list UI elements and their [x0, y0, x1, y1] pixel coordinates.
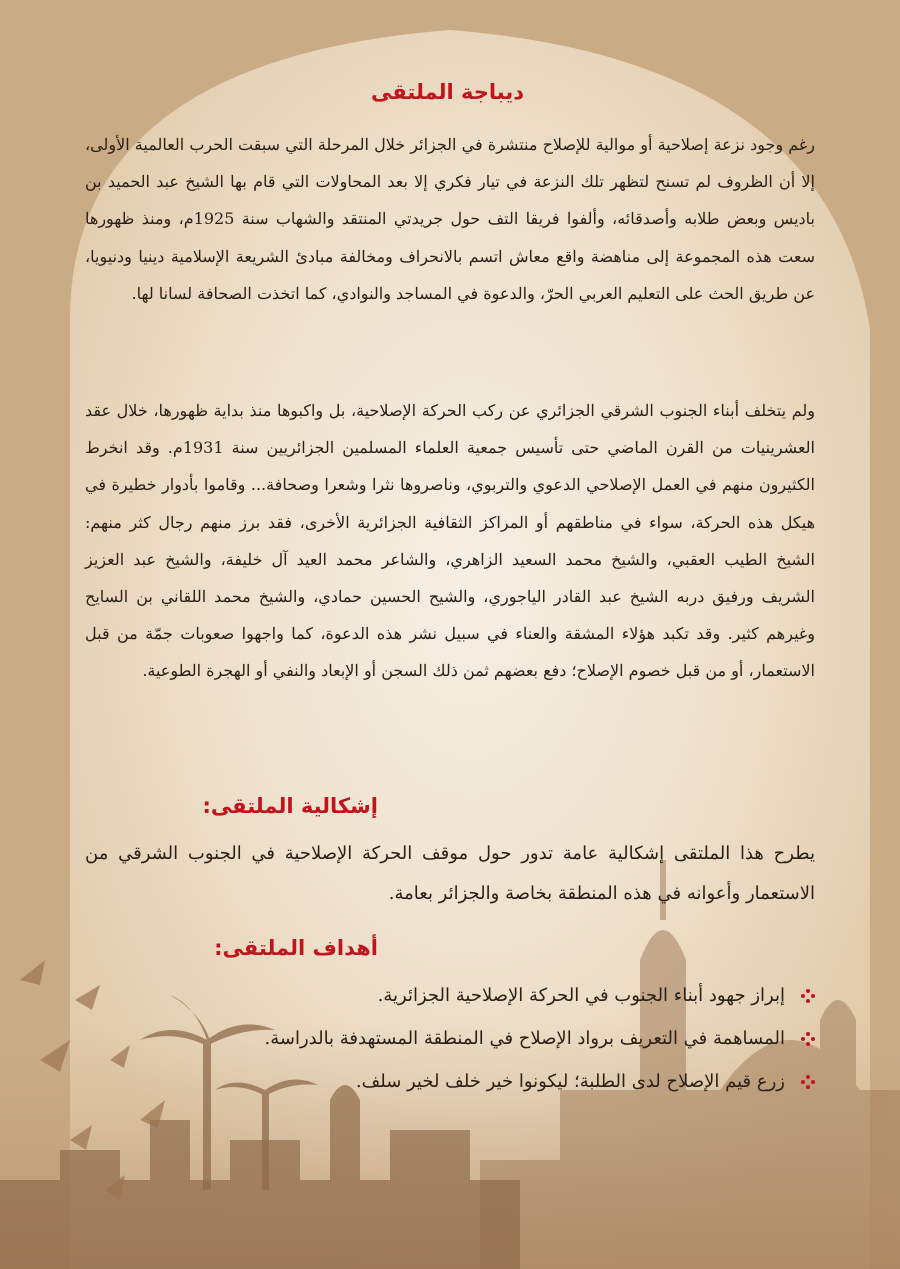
preamble-paragraph-1: رغم وجود نزعة إصلاحية أو موالية للإصلاح منتشرة في الجزائر خلال المرحلة التي سبقت الحرب العالمية الأولى، إلا أن الظروف لم تسنح لتظهر تلك النزعة في تيار فكري إلا بعد المحاولات التي قام بها الشيخ عبد الحميد بن باديس وبعض طلابه وأصدقائه، وألفوا فريقا التف حول جريدتي المنتقد والشهاب سنة 1925م، ومنذ ظهورها سعت هذه المجموعة إلى مناهضة واقع معاش اتسم بالانحراف ومخالفة مبادئ الشريعة الإسلامية دينيا ودنيويا، عن طريق الحث على التعليم العربي الحرّ، والدعوة في المساجد والنوادي، كما اتخذت الصحافة لسانا لها. [85, 135, 815, 303]
diamond-bullet-icon [801, 989, 815, 1003]
goal-item [85, 1064, 815, 1107]
goal-text: المساهمة في التعريف برواد الإصلاح في المنطقة المستهدفة بالدراسة. [264, 1028, 785, 1049]
problem-text: يطرح هذا الملتقى إشكالية عامة تدور حول موقف الحركة الإصلاحية في الجنوب الشرقي من الاستعمار وأعوانه في هذه المنطقة بخاصة والجزائر بعامة. [85, 843, 815, 904]
preamble-paragraph-2: ولم يتخلف أبناء الجنوب الشرقي الجزائري عن ركب الحركة الإصلاحية، بل واكبوها منذ بداية ظهورها، خلال عقد العشرينيات من القرن الماضي حتى تأسيس جمعية العلماء المسلمين الجزائريين سنة 1931م. وقد انخرط الكثيرون منهم في العمل الإصلاحي الدعوي والتربوي، وناصروها نثرا وشعرا وصحافة... وقاموا بأدوار خطيرة في هيكل هذه الحركة، سواء في مناطقهم أو المراكز الثقافية الجزائرية الأخرى، فقد برز منهم رجال كثر منهم: الشيخ الطيب العقبي، والشيخ محمد السعيد الزاهري، والشاعر محمد العيد آل خليفة، والشيخ عبد العزيز الشريف ورفيق دربه الشيخ عبد القادر الياجوري، والشيح الحسين حمادي، والشيخ محمد اللقاني بن السايح وغيرهم كثير. وقد تكبد هؤلاء المشقة والعناء في سبيل نشر هذه الدعوة، كما واجهوا صعوبات جمّة من قبل الاستعمار، أو من قبل خصوم الإصلاح؛ دفع بعضهم ثمن ذلك السجن أو الإبعاد والنفي أو الهجرة الطوعية. [85, 401, 815, 681]
goal-text: زرع قيم الإصلاح لدى الطلبة؛ ليكونوا خير خلف لخير سلف. [355, 1071, 785, 1092]
diamond-bullet-icon [801, 1032, 815, 1046]
preamble-heading: ديباجة الملتقى [371, 80, 524, 104]
problem-heading: إشكالية الملتقى: [202, 794, 378, 818]
goal-item [85, 978, 815, 1021]
goal-item [85, 1021, 815, 1064]
goals-list [85, 978, 815, 1107]
goal-text: إبراز جهود أبناء الجنوب في الحركة الإصلاحية الجزائرية. [377, 985, 785, 1006]
goals-heading: أهداف الملتقى: [214, 936, 378, 960]
diamond-bullet-icon [801, 1075, 815, 1089]
